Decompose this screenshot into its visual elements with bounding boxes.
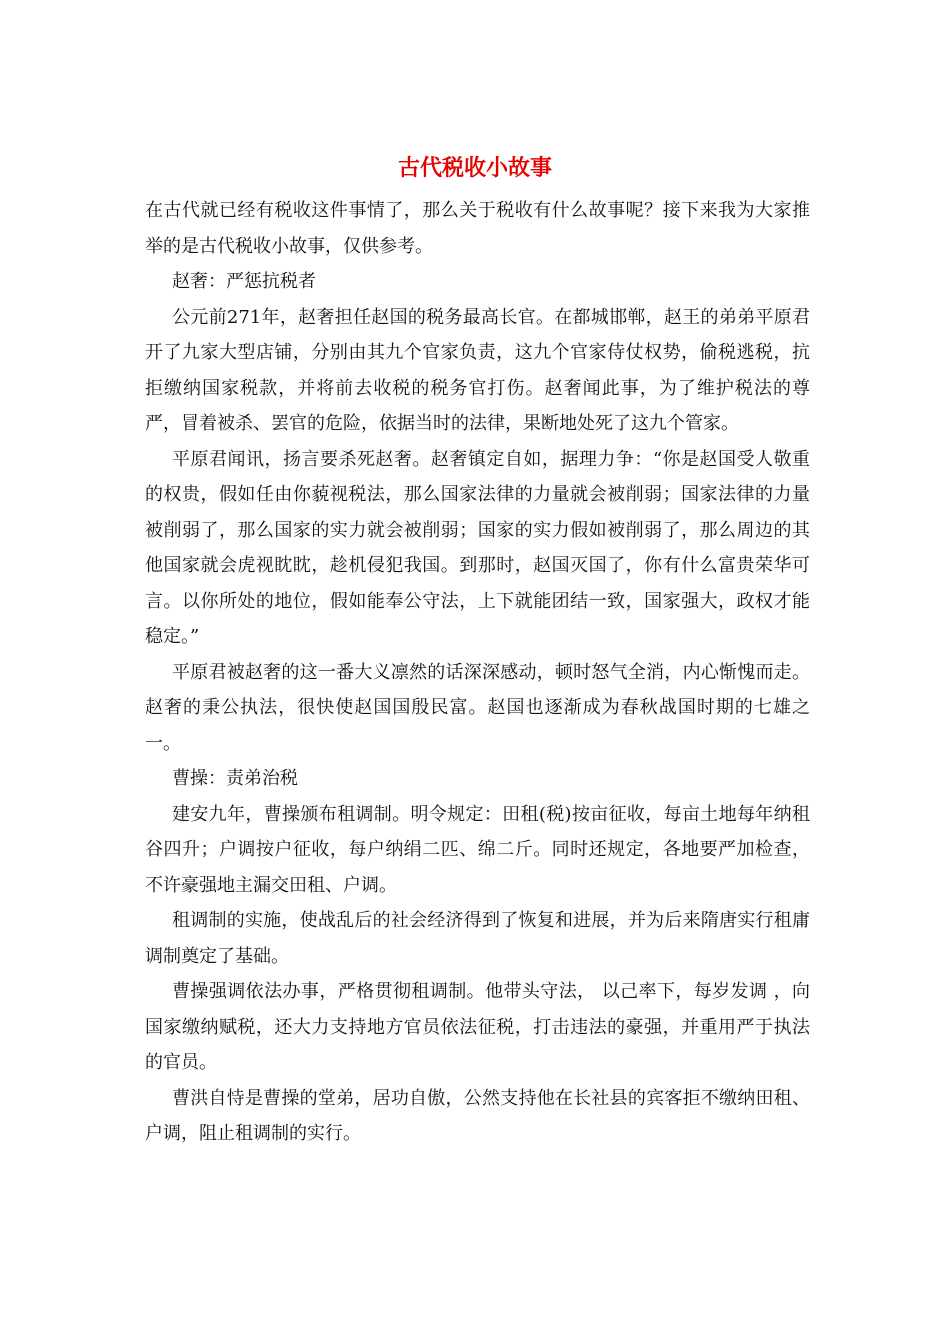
section-heading-cao-cao: 曹操：责弟治税 <box>172 768 298 789</box>
body-paragraph: 公元前271年，赵奢担任赵国的税务最高长官。在都城邯郸，赵王的弟弟平原君开了九家大型店铺，分别由其九个官家负责，这九个官家侍仗权势，偷税逃税，抗拒缴纳国家税款，并将前去收税的税务官打伤。赵奢闻此事，为了维护税法的尊严，冒着被杀、罢官的危险，依据当时的法律，果断地处死了这九个管家。 <box>145 306 810 434</box>
body-paragraph: 曹操强调依法办事，严格贯彻租调制。他带头守法， 以己率下，每岁发调 ，向国家缴纳赋税，还大力支持地方官员依法征税，打击违法的豪强，并重用严于执法的官员。 <box>145 981 810 1073</box>
intro-paragraph: 在古代就已经有税收这件事情了，那么关于税收有什么故事呢？接下来我为大家推举的是古代税收小故事，仅供参考。 <box>145 200 810 257</box>
section-heading-zhao-she: 赵奢：严惩抗税者 <box>172 271 316 292</box>
document-body <box>145 193 810 1152</box>
body-paragraph: 平原君闻讯，扬言要杀死赵奢。赵奢镇定自如，据理力争：“你是赵国受人敬重的权贵，假如任由你藐视税法，那么国家法律的力量就会被削弱；国家法律的力量被削弱了，那么国家的实力就会被削弱；国家的实力假如被削弱了，那么周边的其他国家就会虎视眈眈，趁机侵犯我国。到那时，赵国灭国了，你有什么富贵荣华可言。以你所处的地位，假如能奉公守法，上下就能团结一致，国家强大，政权才能稳定。” <box>145 448 810 647</box>
body-paragraph: 租调制的实施，使战乱后的社会经济得到了恢复和进展，并为后来隋唐实行租庸调制奠定了基础。 <box>145 910 810 967</box>
document-title: 古代税收小故事 <box>397 155 552 181</box>
body-paragraph: 平原君被赵奢的这一番大义凛然的话深深感动，顿时怒气全消，内心惭愧而走。赵奢的秉公执法，很快使赵国国殷民富。赵国也逐渐成为春秋战国时期的七雄之一。 <box>145 661 810 754</box>
body-paragraph: 建安九年，曹操颁布租调制。明令规定：田租(税)按亩征收，每亩土地每年纳租谷四升；户调按户征收，每户纳绢二匹、绵二斤。同时还规定，各地要严加检查，不许豪强地主漏交田租、户调。 <box>145 803 810 896</box>
body-paragraph: 曹洪自恃是曹操的堂弟，居功自傲，公然支持他在长社县的宾客拒不缴纳田租、户调，阻止租调制的实行。 <box>145 1087 810 1144</box>
